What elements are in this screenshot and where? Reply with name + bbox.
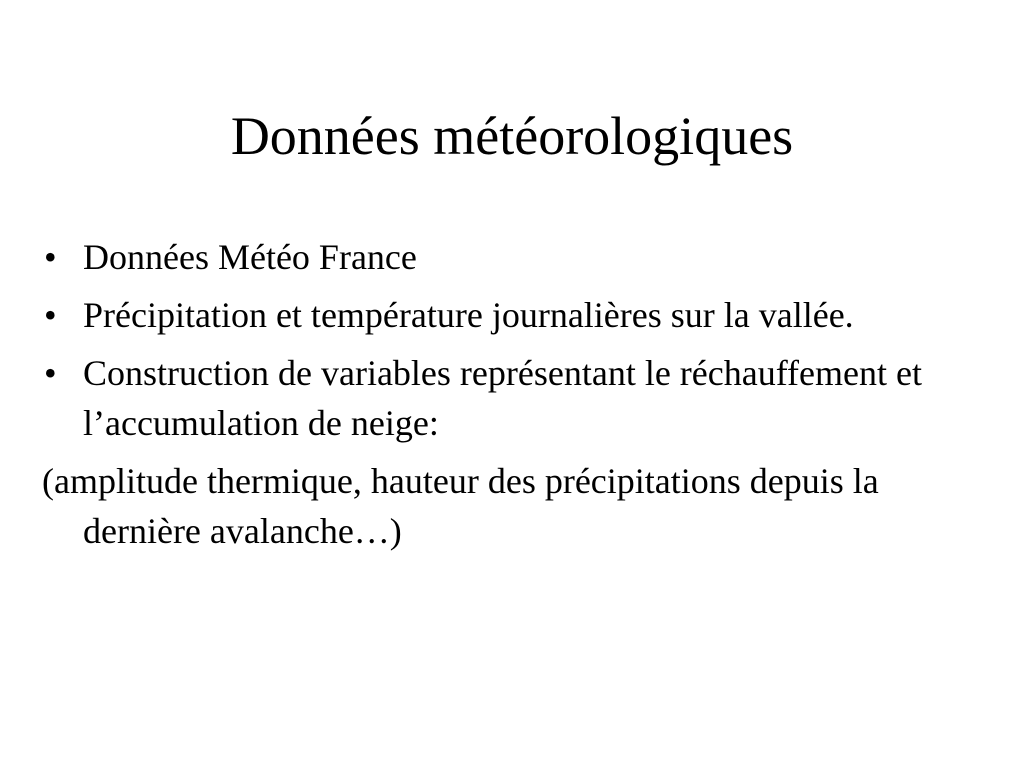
- slide-title: Données météorologiques: [230, 106, 794, 166]
- bullet-text: Construction de variables représentant le réchauffement et l’accumulation de neige:: [83, 353, 922, 443]
- bullet-item: [42, 232, 942, 282]
- bullet-dot-icon: •: [44, 295, 57, 335]
- bullet-item: [42, 290, 942, 340]
- bullet-text: Données Météo France: [83, 237, 417, 277]
- bullet-text: Précipitation et température journalières sur la vallée.: [83, 295, 854, 335]
- bullet-list: [42, 232, 942, 556]
- bullet-item: [42, 348, 942, 448]
- bullet-dot-icon: •: [44, 237, 57, 277]
- note-paragraph: (amplitude thermique, hauteur des précipitations depuis la dernière avalanche…): [42, 461, 879, 551]
- bullet-dot-icon: •: [44, 353, 57, 393]
